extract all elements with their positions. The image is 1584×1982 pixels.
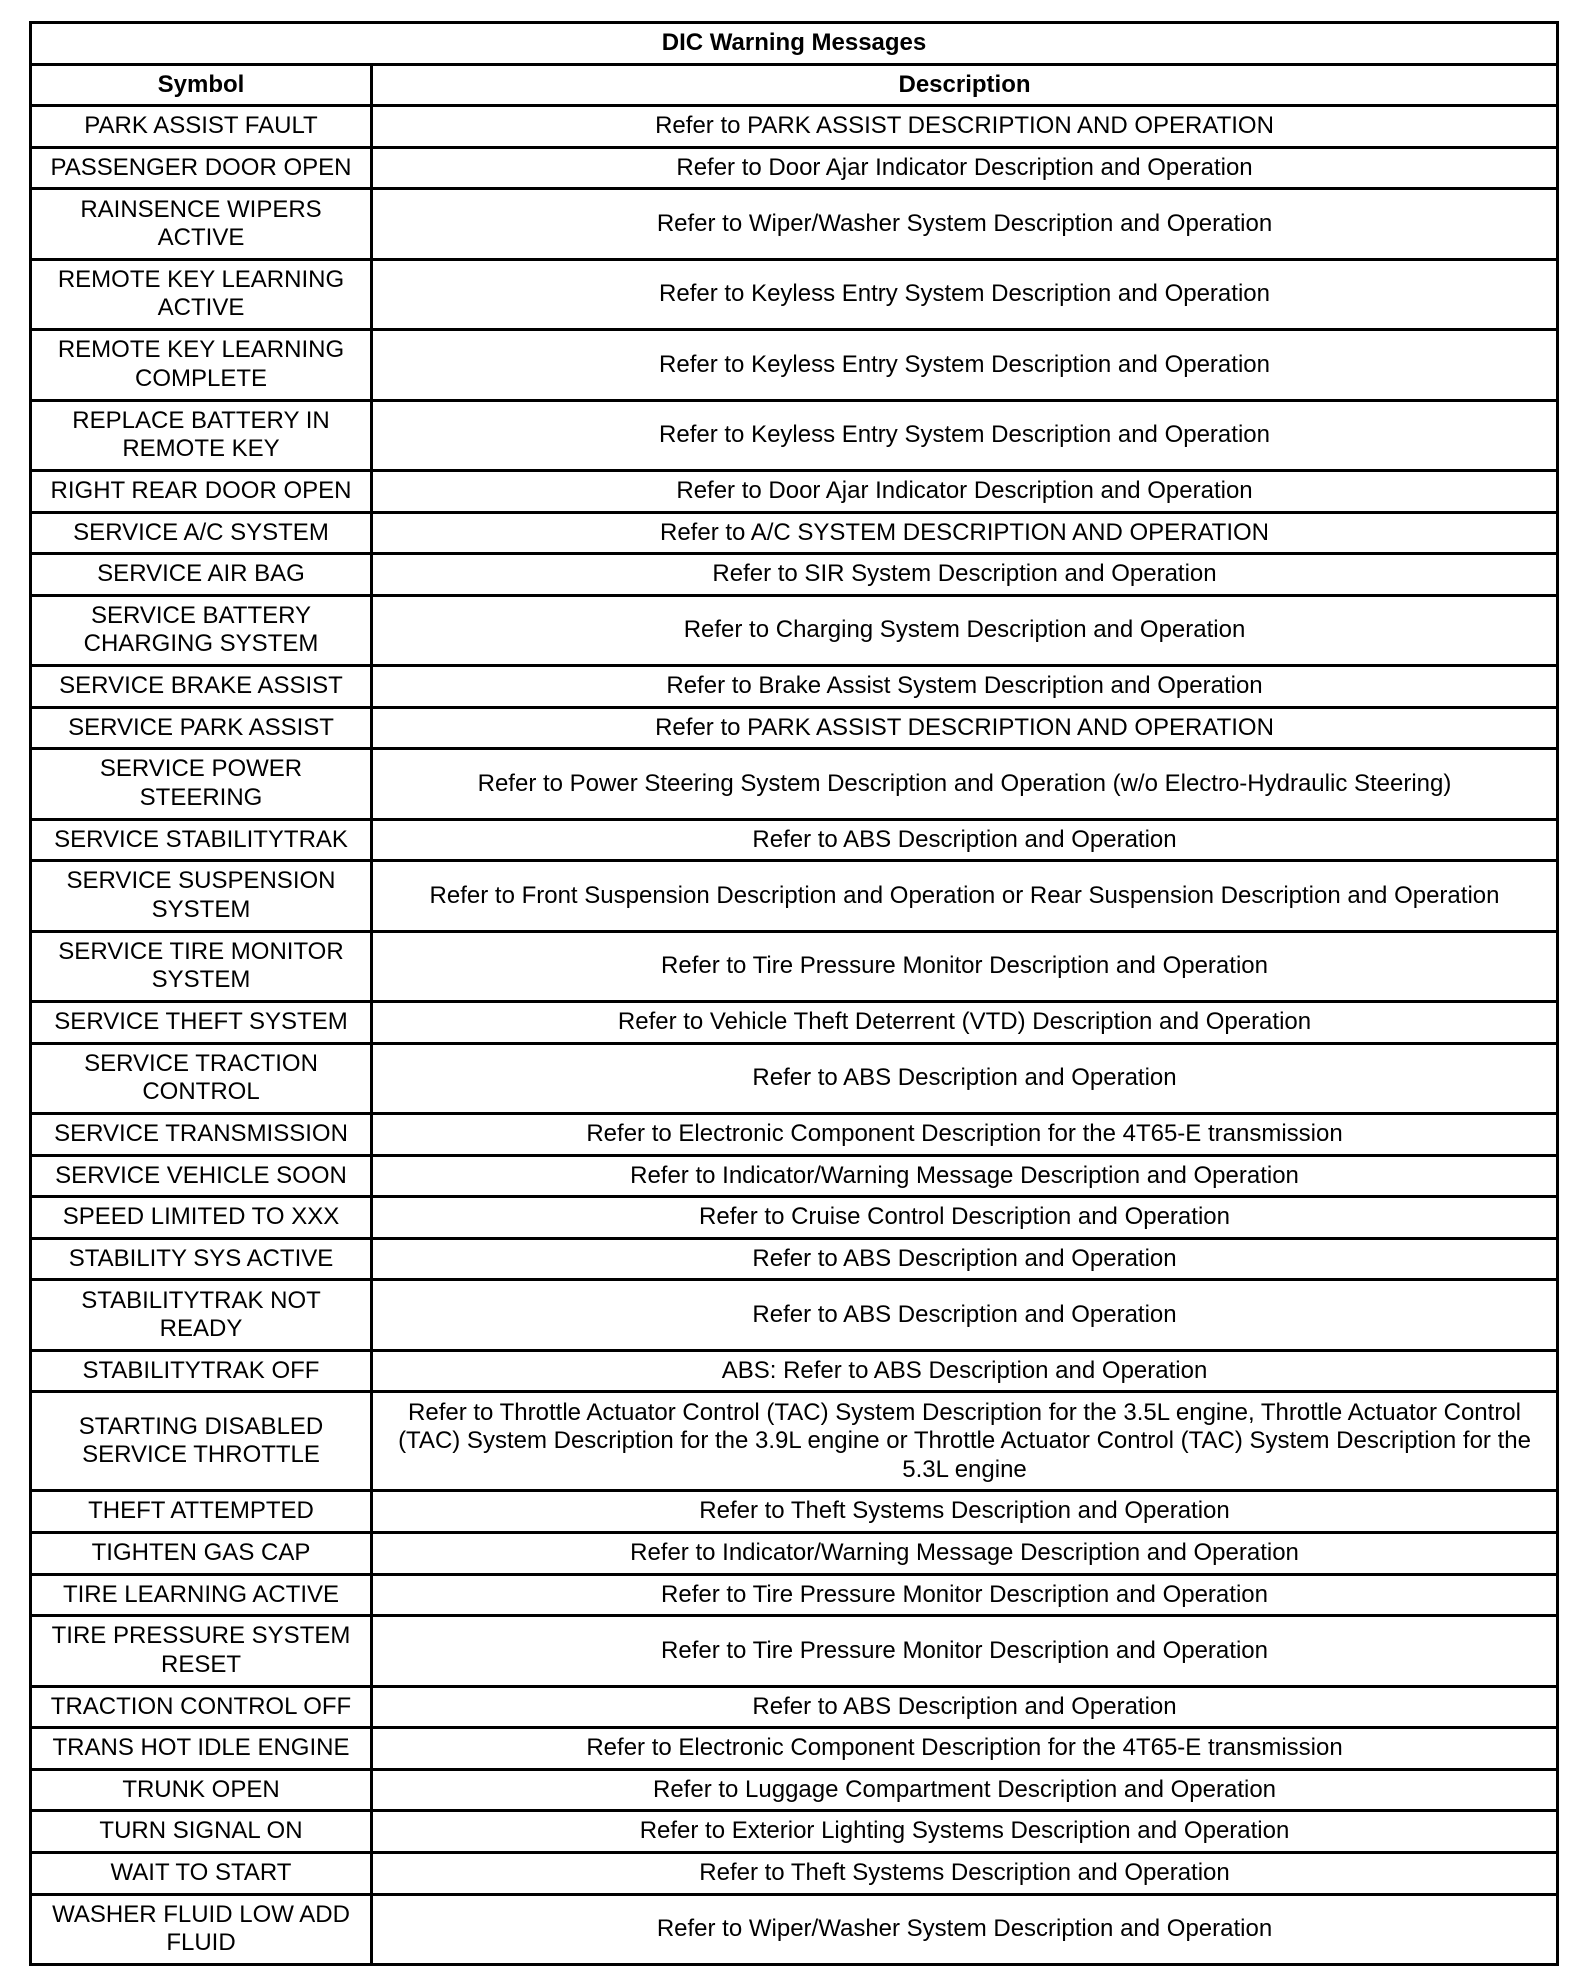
description-cell: Refer to Front Suspension Description and Operation or Rear Suspension Description and Operation (372, 861, 1558, 931)
description-cell: Refer to PARK ASSIST DESCRIPTION AND OPERATION (372, 106, 1558, 148)
symbol-cell: SERVICE TRANSMISSION (31, 1114, 372, 1156)
description-cell: ABS: Refer to ABS Description and Operation (372, 1350, 1558, 1392)
table-row (31, 1280, 1558, 1350)
symbol-cell: SERVICE TIRE MONITOR SYSTEM (31, 931, 372, 1001)
table-row (31, 861, 1558, 931)
description-cell: Refer to Keyless Entry System Description and Operation (372, 400, 1558, 470)
description-cell: Refer to Brake Assist System Description and Operation (372, 666, 1558, 708)
symbol-cell: THEFT ATTEMPTED (31, 1491, 372, 1533)
description-cell: Refer to Indicator/Warning Message Description and Operation (372, 1155, 1558, 1197)
table-row (31, 1769, 1558, 1811)
description-cell: Refer to Theft Systems Description and Operation (372, 1491, 1558, 1533)
description-cell: Refer to Theft Systems Description and Operation (372, 1852, 1558, 1894)
symbol-cell: SERVICE BRAKE ASSIST (31, 666, 372, 708)
description-cell: Refer to PARK ASSIST DESCRIPTION AND OPERATION (372, 707, 1558, 749)
description-cell: Refer to ABS Description and Operation (372, 1686, 1558, 1728)
description-cell: Refer to Keyless Entry System Description and Operation (372, 330, 1558, 400)
dic-warning-messages-table (29, 21, 1559, 1966)
symbol-cell: STABILITYTRAK NOT READY (31, 1280, 372, 1350)
table-row (31, 470, 1558, 512)
symbol-cell: SERVICE PARK ASSIST (31, 707, 372, 749)
table-row (31, 147, 1558, 189)
table-header-row (31, 64, 1558, 106)
table-row (31, 1811, 1558, 1853)
description-cell: Refer to Electronic Component Description for the 4T65-E transmission (372, 1114, 1558, 1156)
description-cell: Refer to Vehicle Theft Deterrent (VTD) Description and Operation (372, 1002, 1558, 1044)
description-cell: Refer to Wiper/Washer System Description and Operation (372, 189, 1558, 259)
description-cell: Refer to Keyless Entry System Description and Operation (372, 259, 1558, 329)
symbol-cell: REMOTE KEY LEARNING ACTIVE (31, 259, 372, 329)
table-row (31, 259, 1558, 329)
table-row (31, 1852, 1558, 1894)
symbol-cell: RIGHT REAR DOOR OPEN (31, 470, 372, 512)
symbol-cell: SERVICE SUSPENSION SYSTEM (31, 861, 372, 931)
description-cell: Refer to Door Ajar Indicator Description and Operation (372, 147, 1558, 189)
description-cell: Refer to Electronic Component Description for the 4T65-E transmission (372, 1728, 1558, 1770)
symbol-cell: SERVICE TRACTION CONTROL (31, 1043, 372, 1113)
table-row (31, 1728, 1558, 1770)
description-cell: Refer to ABS Description and Operation (372, 819, 1558, 861)
table-row (31, 1155, 1558, 1197)
table-row (31, 512, 1558, 554)
description-cell: Refer to Door Ajar Indicator Description and Operation (372, 470, 1558, 512)
symbol-cell: WAIT TO START (31, 1852, 372, 1894)
symbol-cell: PASSENGER DOOR OPEN (31, 147, 372, 189)
table-row (31, 554, 1558, 596)
table-row (31, 749, 1558, 819)
description-cell: Refer to Cruise Control Description and Operation (372, 1197, 1558, 1239)
symbol-cell: SERVICE THEFT SYSTEM (31, 1002, 372, 1044)
symbol-cell: TIGHTEN GAS CAP (31, 1533, 372, 1575)
symbol-cell: SERVICE STABILITYTRAK (31, 819, 372, 861)
description-cell: Refer to Indicator/Warning Message Description and Operation (372, 1533, 1558, 1575)
table-row (31, 1350, 1558, 1392)
table-row (31, 1616, 1558, 1686)
table-row (31, 1197, 1558, 1239)
symbol-cell: TRANS HOT IDLE ENGINE (31, 1728, 372, 1770)
description-cell: Refer to ABS Description and Operation (372, 1280, 1558, 1350)
column-header-symbol: Symbol (31, 64, 372, 106)
description-cell: Refer to Luggage Compartment Description and Operation (372, 1769, 1558, 1811)
description-cell: Refer to SIR System Description and Operation (372, 554, 1558, 596)
column-header-description: Description (372, 64, 1558, 106)
table-row (31, 595, 1558, 665)
table-row (31, 707, 1558, 749)
description-cell: Refer to Charging System Description and Operation (372, 595, 1558, 665)
table-row (31, 189, 1558, 259)
symbol-cell: RAINSENCE WIPERS ACTIVE (31, 189, 372, 259)
symbol-cell: PARK ASSIST FAULT (31, 106, 372, 148)
table-row (31, 106, 1558, 148)
table-row (31, 330, 1558, 400)
symbol-cell: TRUNK OPEN (31, 1769, 372, 1811)
description-cell: Refer to Tire Pressure Monitor Description and Operation (372, 1616, 1558, 1686)
symbol-cell: SERVICE BATTERY CHARGING SYSTEM (31, 595, 372, 665)
symbol-cell: STABILITYTRAK OFF (31, 1350, 372, 1392)
table-row (31, 1491, 1558, 1533)
symbol-cell: TIRE LEARNING ACTIVE (31, 1574, 372, 1616)
symbol-cell: SERVICE AIR BAG (31, 554, 372, 596)
symbol-cell: TURN SIGNAL ON (31, 1811, 372, 1853)
description-cell: Refer to Tire Pressure Monitor Description and Operation (372, 1574, 1558, 1616)
description-cell: Refer to ABS Description and Operation (372, 1043, 1558, 1113)
symbol-cell: TRACTION CONTROL OFF (31, 1686, 372, 1728)
table-row (31, 666, 1558, 708)
description-cell: Refer to Throttle Actuator Control (TAC) System Description for the 3.5L engine, Throttle Actuator Control (TAC) System Description for the 3.9L engine or Throttle Actuator Control (TAC) System Description for the 5.3L engine (372, 1392, 1558, 1491)
table-title-row (31, 23, 1558, 65)
symbol-cell: SERVICE POWER STEERING (31, 749, 372, 819)
table-row (31, 1574, 1558, 1616)
description-cell: Refer to Power Steering System Description and Operation (w/o Electro-Hydraulic Steering) (372, 749, 1558, 819)
table-row (31, 1238, 1558, 1280)
table-row (31, 1533, 1558, 1575)
dic-warning-messages-table-container (29, 21, 1556, 1966)
table-row (31, 1043, 1558, 1113)
symbol-cell: REMOTE KEY LEARNING COMPLETE (31, 330, 372, 400)
description-cell: Refer to ABS Description and Operation (372, 1238, 1558, 1280)
symbol-cell: STARTING DISABLED SERVICE THROTTLE (31, 1392, 372, 1491)
table-row (31, 931, 1558, 1001)
symbol-cell: SPEED LIMITED TO XXX (31, 1197, 372, 1239)
symbol-cell: STABILITY SYS ACTIVE (31, 1238, 372, 1280)
description-cell: Refer to Exterior Lighting Systems Description and Operation (372, 1811, 1558, 1853)
table-row (31, 819, 1558, 861)
table-row (31, 1894, 1558, 1964)
table-row (31, 1392, 1558, 1491)
symbol-cell: WASHER FLUID LOW ADD FLUID (31, 1894, 372, 1964)
table-row (31, 1114, 1558, 1156)
table-row (31, 1002, 1558, 1044)
symbol-cell: SERVICE A/C SYSTEM (31, 512, 372, 554)
description-cell: Refer to Wiper/Washer System Description and Operation (372, 1894, 1558, 1964)
table-title: DIC Warning Messages (31, 23, 1558, 65)
description-cell: Refer to A/C SYSTEM DESCRIPTION AND OPERATION (372, 512, 1558, 554)
description-cell: Refer to Tire Pressure Monitor Description and Operation (372, 931, 1558, 1001)
symbol-cell: TIRE PRESSURE SYSTEM RESET (31, 1616, 372, 1686)
table-row (31, 1686, 1558, 1728)
table-row (31, 400, 1558, 470)
symbol-cell: SERVICE VEHICLE SOON (31, 1155, 372, 1197)
symbol-cell: REPLACE BATTERY IN REMOTE KEY (31, 400, 372, 470)
